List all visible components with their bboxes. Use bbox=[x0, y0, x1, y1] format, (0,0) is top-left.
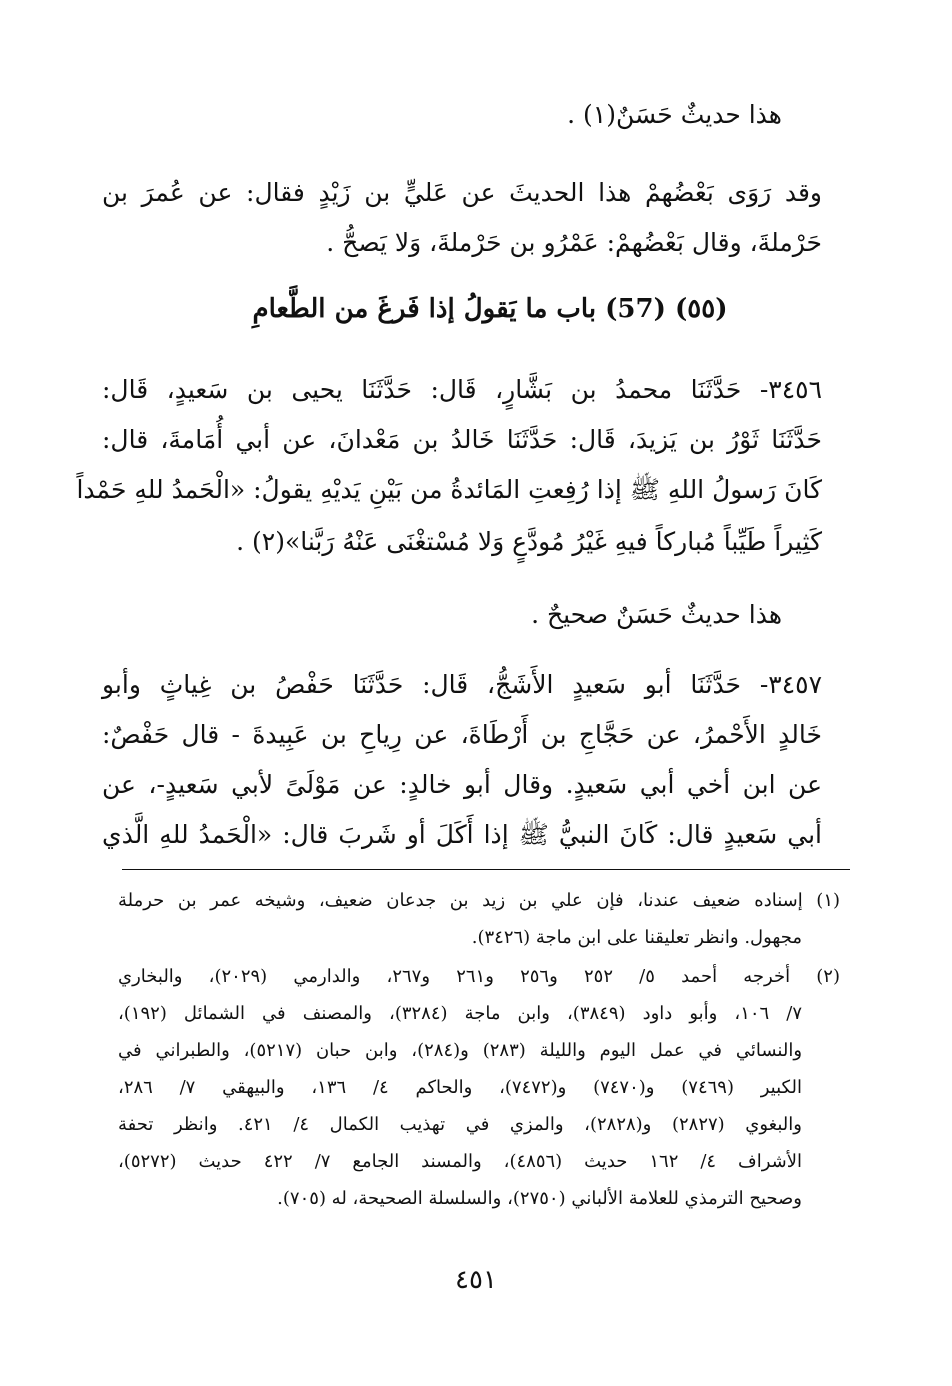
hadith-line: خَالدٍ الأَحْمرُ، عن حَجَّاجِ بن أَرْطَاةَ، عن رِياحِ بن عَبِيدةَ - قال حَفْصٌ: bbox=[102, 720, 822, 749]
page-number: ٤٥١ bbox=[455, 1265, 497, 1295]
footnote-line: الأشراف ٤/ ١٦٢ حديث (٤٨٥٦)، والمسند الجامع ٧/ ٤٢٢ حديث (٥٢٧٢)، bbox=[118, 1151, 802, 1172]
body-line: هذا حديثٌ حَسَنٌ(١) . bbox=[567, 100, 782, 129]
footnote-line: الكبير (٧٤٦٩) و(٧٤٧٠) و(٧٤٧٢)، والحاكم ٤/ ١٣٦، والبيهقي ٧/ ٢٨٦، bbox=[118, 1077, 802, 1098]
hadith-line: حَدَّثَنَا ثَوْرُ بن يَزيدَ، قَال: حَدَّثَنَا خَالدُ بن مَعْدانَ، عن أبي أُمَامةَ، قال: bbox=[102, 425, 822, 454]
hadith-line: كَثِيراً طَيِّباً مُباركاً فيهِ غَيْرُ مُودَّعٍ وَلا مُسْتغْنَى عَنْهُ رَبَّنا»(٢) . bbox=[236, 527, 822, 556]
footnote-line: والنسائي في عمل اليوم والليلة (٢٨٣) و(٢٨٤)، وابن حبان (٥٢١٧)، والطبراني في bbox=[118, 1040, 803, 1061]
footnote-line: مجهول. وانظر تعليقنا على ابن ماجة (٣٤٢٦). bbox=[471, 927, 802, 948]
footnote-line: ٧/ ١٠٦، وأبو داود (٣٨٤٩)، وابن ماجة (٣٢٨٤)، والمصنف في الشمائل (١٩٢)، bbox=[118, 1003, 803, 1024]
hadith-line: كَانَ رَسولُ اللهِ ﷺ إذا رُفِعتِ المَائدةُ من بَيْنِ يَديْهِ يقولُ: «الْحَمدُ للهِ حَمْداً bbox=[76, 475, 822, 504]
hadith-line: ٣٤٥٦- حَدَّثَنَا محمدُ بن بَشَّارٍ، قَال: حَدَّثَنَا يحيى بن سَعيدٍ، قَال: bbox=[102, 375, 822, 404]
hadith-line: أبي سَعيدٍ قال: كَانَ النبيُّ ﷺ إذا أَكَلَ أو شَربَ قال: «الْحَمدُ للهِ الَّذي bbox=[102, 820, 822, 849]
grading-line: هذا حديثٌ حَسَنٌ صحيحٌ . bbox=[531, 600, 782, 629]
footnote-line: والبغوي (٢٨٢٧) و(٢٨٢٨)، والمزي في تهذيب الكمال ٤/ ٤٢١. وانظر تحفة bbox=[118, 1114, 802, 1135]
chapter-heading: (٥٥) (57) باب ما يَقولُ إذا فَرغَ من الطَّعامِ bbox=[252, 294, 728, 324]
footnote-separator bbox=[122, 869, 850, 870]
footnote-line: (٢) أخرجه أحمد ٥/ ٢٥٢ و٢٥٦ و٢٦١ و٢٦٧، والدارمي (٢٠٢٩)، والبخاري bbox=[118, 966, 840, 987]
footnote-line: وصحيح الترمذي للعلامة الألباني (٢٧٥٠)، والسلسلة الصحيحة، له (٧٠٥). bbox=[277, 1188, 802, 1209]
body-line: حَرْملةَ، وقال بَعْضُهمْ: عَمْرُو بن حَرْملةَ، وَلا يَصحُّ . bbox=[326, 228, 822, 257]
footnote-line: (١) إسناده ضعيف عندنا، فإن علي بن زيد بن جدعان ضعيف، وشيخه عمر بن حرملة bbox=[118, 890, 841, 911]
hadith-line: ٣٤٥٧- حَدَّثَنَا أبو سَعيدٍ الأَشَجُّ، قَال: حَدَّثَنَا حَفْصُ بن غِياثٍ وأبو bbox=[102, 670, 822, 699]
hadith-line: عن ابن أخي أبي سَعيدٍ. وقال أبو خالدٍ: عن مَوْلَىً لأبي سَعيدٍ-، عن bbox=[102, 770, 822, 799]
body-line: وقد رَوَى بَعْضُهمْ هذا الحديثَ عن عَليٍّ بن زَيْدٍ فقال: عن عُمرَ بن bbox=[102, 178, 822, 207]
